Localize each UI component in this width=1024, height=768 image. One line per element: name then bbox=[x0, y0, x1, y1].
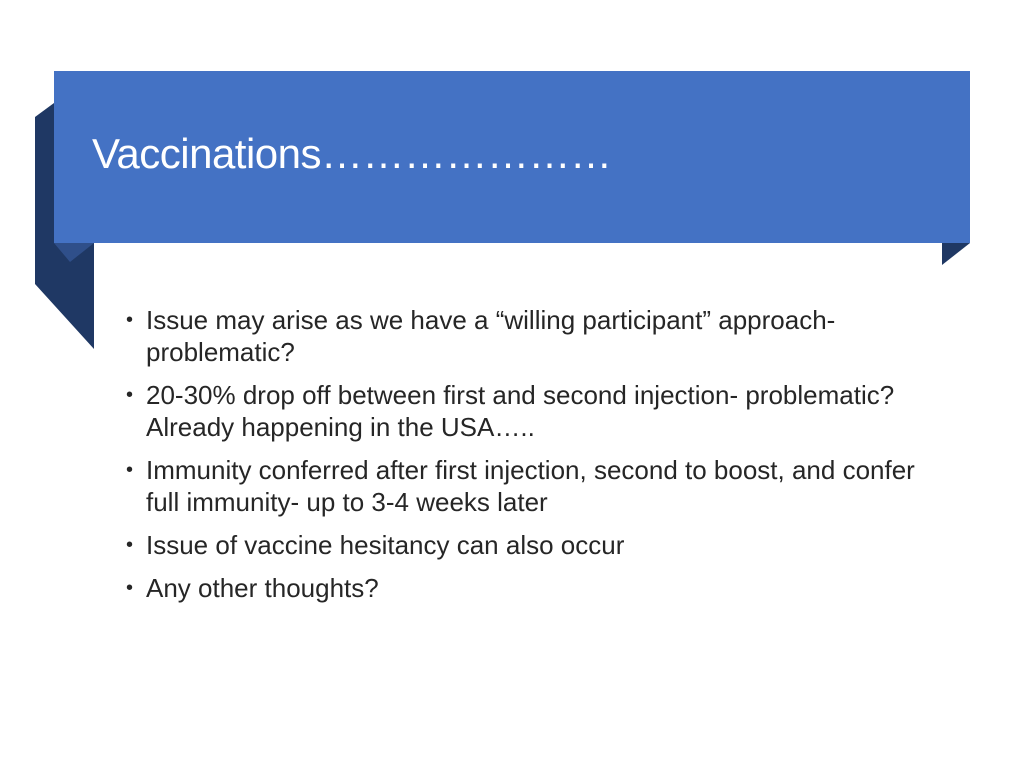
bullet-dot-icon: • bbox=[126, 577, 134, 599]
bullet-text: 20-30% drop off between first and second injection- problematic? Already happening in the USA….. bbox=[146, 380, 895, 442]
bullet-item bbox=[126, 454, 926, 518]
bullet-item bbox=[126, 304, 926, 368]
content-area bbox=[126, 304, 926, 615]
bullet-text: Immunity conferred after first injection, second to boost, and confer full immunity- up to 3-4 weeks later bbox=[146, 455, 915, 517]
bullet-dot-icon: • bbox=[126, 459, 134, 481]
bullet-list bbox=[126, 304, 926, 604]
bullet-text: Any other thoughts? bbox=[146, 573, 379, 603]
bullet-dot-icon: • bbox=[126, 309, 134, 331]
bullet-item bbox=[126, 572, 926, 604]
bullet-text: Issue may arise as we have a “willing participant” approach- problematic? bbox=[146, 305, 836, 367]
title-banner bbox=[54, 71, 970, 243]
bullet-dot-icon: • bbox=[126, 384, 134, 406]
bullet-text: Issue of vaccine hesitancy can also occur bbox=[146, 530, 625, 560]
slide-title: Vaccinations………………… bbox=[92, 130, 612, 177]
bullet-dot-icon: • bbox=[126, 534, 134, 556]
bullet-item bbox=[126, 529, 926, 561]
ribbon-right-fold bbox=[942, 243, 970, 265]
bullet-item bbox=[126, 379, 926, 443]
